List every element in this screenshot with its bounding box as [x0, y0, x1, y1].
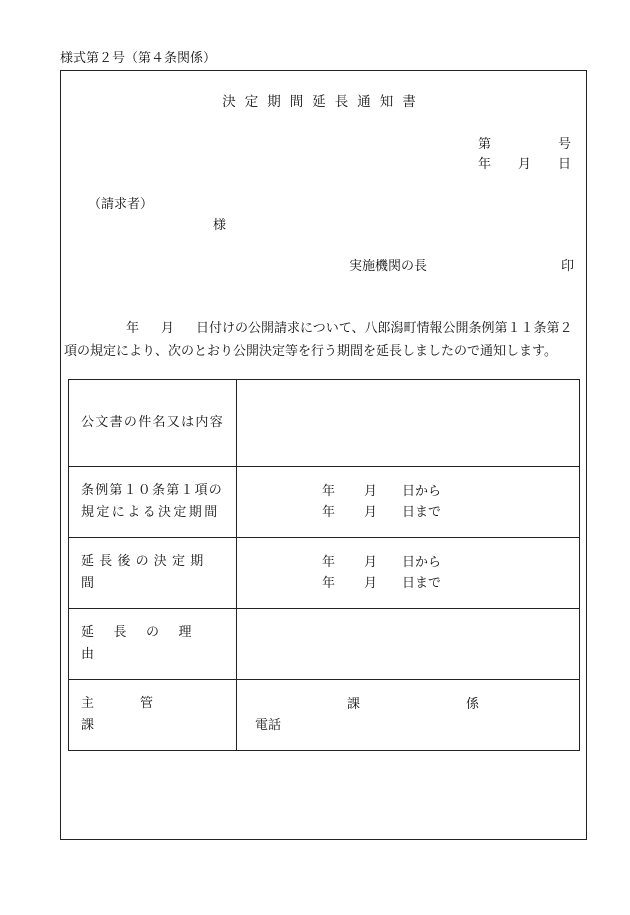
extension-reason-value [237, 609, 580, 680]
number-suffix: 号 [558, 137, 572, 152]
body-month: 月 [161, 321, 175, 336]
form-number-label: 様式第２号（第４条関係） [60, 51, 217, 66]
label-cell [69, 380, 237, 467]
dept-kakari: 係 [466, 696, 480, 712]
extended-period-label: 延長後の決定期間 [81, 554, 209, 591]
table-row [69, 680, 580, 751]
table-row [69, 538, 580, 609]
period-until-line: 年 月 日まで [322, 576, 442, 591]
requester-label: （請求者） [88, 197, 154, 212]
label-cell [69, 538, 237, 609]
honorific-sama: 様 [213, 218, 227, 233]
date-day: 日 [558, 157, 572, 172]
period-from-line: 年 月 日から [322, 555, 442, 570]
dept-phone: 電話 [255, 717, 282, 733]
table-row [69, 380, 580, 467]
number-prefix: 第 [478, 137, 492, 152]
label-cell [69, 467, 237, 538]
original-period-label-line1: 条例第１０条第１項の [81, 483, 224, 498]
issuer-title: 実施機関の長 [349, 259, 428, 274]
table-row [69, 609, 580, 680]
extended-period-value [237, 538, 580, 609]
body-text: 日付けの公開請求について、八郎潟町情報公開条例第１１条第２項の規定により、次のとおり公開決定等を行う期間を延長しましたので通知します。 [64, 321, 573, 359]
extension-reason-label: 延長の理由 [81, 625, 212, 662]
dept-ka: 課 [347, 696, 361, 712]
label-cell [69, 680, 237, 751]
document-subject-label: 公文書の件名又は内容 [81, 415, 225, 430]
original-period-value [237, 467, 580, 538]
label-cell [69, 609, 237, 680]
period-until-line: 年 月 日まで [322, 505, 442, 520]
responsible-dept-label: 主管課 [81, 696, 200, 733]
date-year: 年 [478, 157, 492, 172]
seal-mark: 印 [561, 259, 575, 274]
document-title: 決定期間延長通知書 [222, 94, 425, 110]
document-subject-value [237, 380, 580, 467]
responsible-dept-value [237, 680, 580, 751]
table-row [69, 467, 580, 538]
notice-body [64, 317, 580, 363]
extension-details-table [68, 379, 580, 751]
period-from-line: 年 月 日から [322, 484, 442, 499]
original-period-label-line2: 規定による決定期間 [81, 505, 220, 520]
date-month: 月 [518, 157, 532, 172]
body-year: 年 [126, 321, 140, 336]
